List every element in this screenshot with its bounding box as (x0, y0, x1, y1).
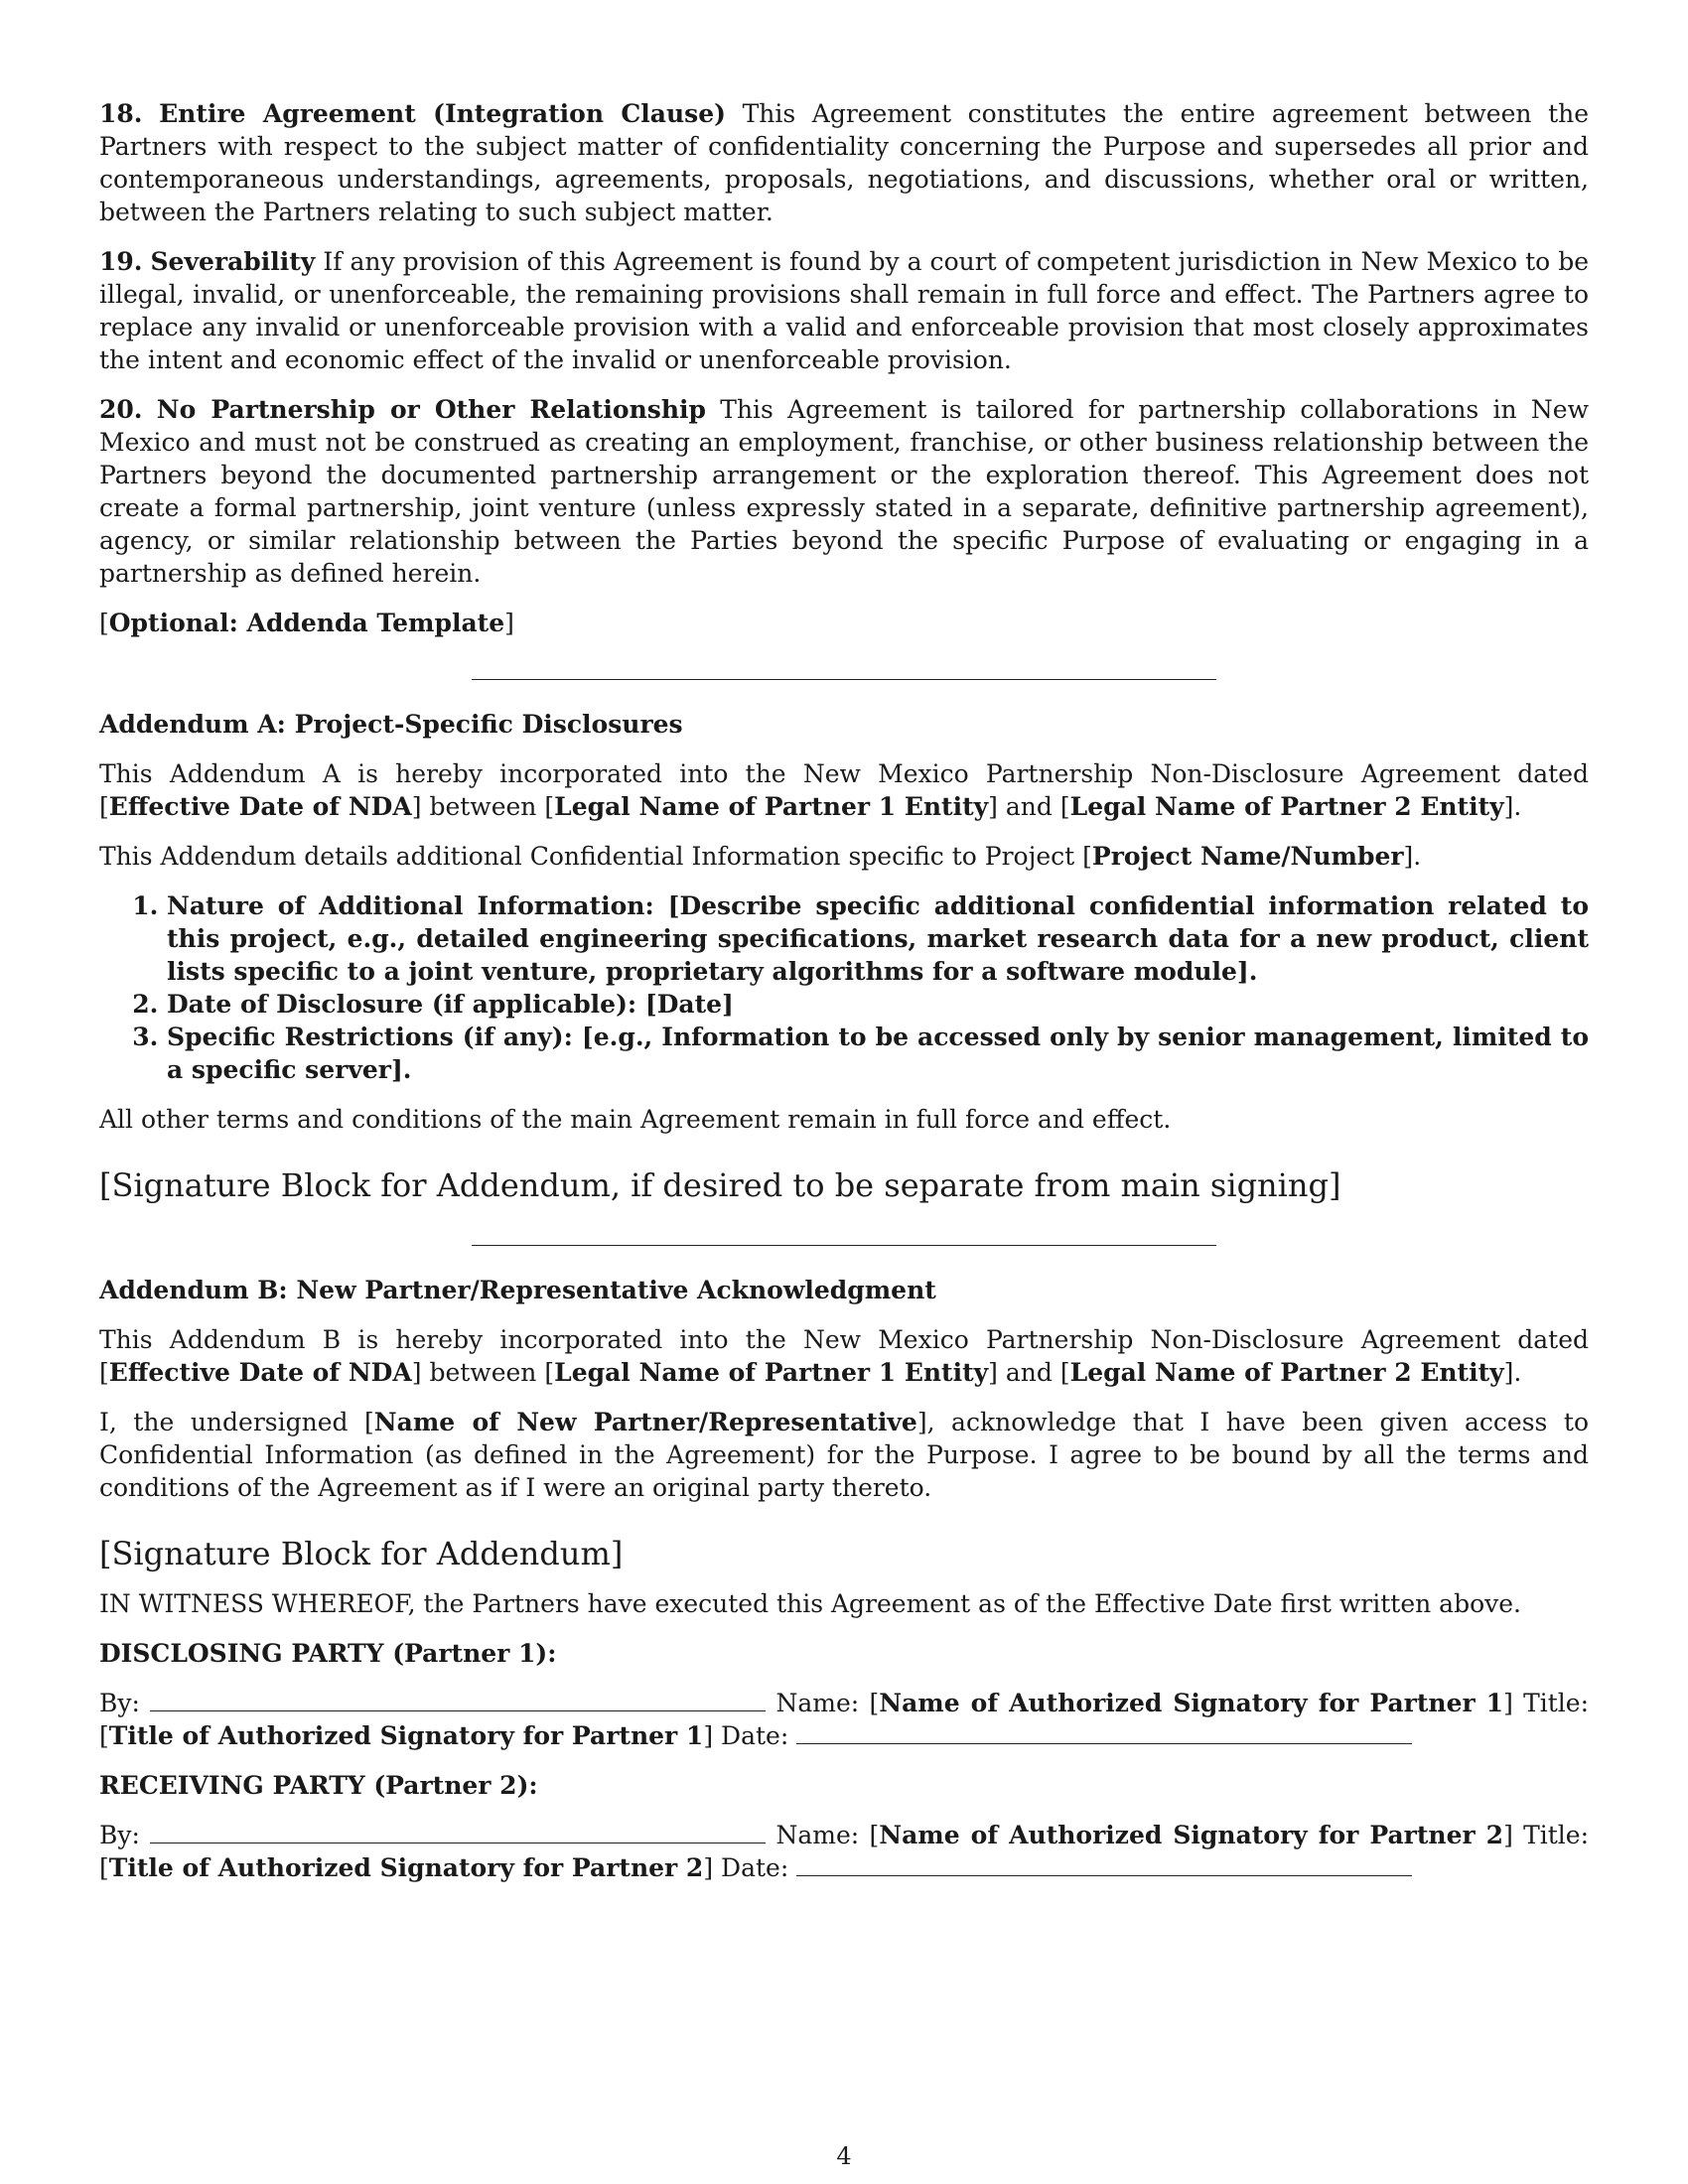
section-19 (99, 245, 1589, 376)
date-line[interactable] (796, 1853, 1412, 1876)
section-title: No Partnership or Other Relationship (156, 395, 706, 424)
section-20 (99, 393, 1589, 590)
signatory-name-placeholder: Name of Authorized Signatory for Partner 1 (879, 1689, 1504, 1717)
addendum-a-intro: This Addendum A is hereby incorporated into the New Mexico Partnership Non-Disclosure Agreement dated [Effective Date of NDA] between [Legal Name of Partner 1 Entity] and [Legal Name of Partner 2 Entity]. (99, 759, 1589, 821)
date-label: Date: (721, 1721, 789, 1750)
name-label: Name: (775, 1821, 860, 1849)
new-partner-placeholder: Name of New Partner/Representative (373, 1408, 917, 1436)
and-text: and (997, 1358, 1060, 1387)
item-value: [Date] (644, 990, 734, 1019)
title-label: Title: (1523, 1689, 1590, 1717)
partner1-placeholder: Legal Name of Partner 1 Entity (554, 792, 989, 821)
addendum-b-intro: This Addendum B is hereby incorporated into the New Mexico Partnership Non-Disclosure Agreement dated [Effective Date of NDA] between [Legal Name of Partner 1 Entity] and [Legal Name of Partner 2 Entity]. (99, 1325, 1589, 1387)
horizontal-rule (472, 679, 1216, 680)
disclosing-party-heading: DISCLOSING PARTY (Partner 1): (99, 1639, 557, 1668)
section-number: 19. (99, 247, 143, 276)
title-label: Title: (1523, 1821, 1590, 1849)
list-item (167, 889, 1589, 988)
ack-prefix: I, the undersigned (99, 1408, 365, 1436)
between-text: between (421, 1358, 545, 1387)
item-label: Nature of Additional Information: (167, 891, 654, 920)
signature-block-heading: [Signature Block for Addendum, if desired to be separate from main signing] (99, 1166, 1341, 1204)
signatory-title-placeholder: Title of Authorized Signatory for Partner 1 (108, 1721, 704, 1750)
addendum-a-details: This Addendum details additional Confidential Information specific to Project [Project Name/Number]. (99, 842, 1422, 871)
partner2-placeholder: Legal Name of Partner 2 Entity (1069, 792, 1504, 821)
signature-block-heading: [Signature Block for Addendum] (99, 1535, 624, 1572)
signatory-title-placeholder: Title of Authorized Signatory for Partner 2 (108, 1853, 704, 1882)
date-line[interactable] (796, 1721, 1412, 1744)
disclosing-party-signature: By: Name: [Name of Authorized Signatory for Partner 1] Title: [Title of Authorized Signatory for Partner 1] Date: (99, 1689, 1590, 1750)
and-text: and (997, 792, 1060, 821)
section-body: If any provision of this Agreement is found by a court of competent jurisdiction in New Mexico to be illegal, invalid, or unenforceable, the remaining provisions shall remain in full force and effect. The Partners agree to replace any invalid or unenforceable provision with a valid and enforceable provision that most closely approximates the intent and economic effect of the invalid or unenforceable provision. (99, 247, 1589, 374)
section-title: Severability (150, 247, 316, 276)
horizontal-rule (472, 1245, 1216, 1246)
section-18 (99, 97, 1589, 228)
signature-line[interactable] (150, 1689, 766, 1711)
effective-date-placeholder: Effective Date of NDA (108, 1358, 412, 1387)
list-item (167, 1021, 1589, 1086)
optional-label-text: Optional: Addenda Template (108, 609, 505, 637)
addendum-a-list (99, 889, 1589, 1086)
item-value: [Describe specific additional confidential information related to this project, e.g., detailed engineering specifications, market research data for a new product, client lists specific to a joint venture, proprietary algorithms for a software module]. (167, 891, 1589, 986)
section-title: Entire Agreement (Integration Clause) (159, 99, 726, 128)
item-value: [e.g., Information to be accessed only by senior management, limited to a specific server]. (167, 1023, 1589, 1084)
name-label: Name: (775, 1689, 860, 1717)
date-label: Date: (721, 1853, 789, 1882)
partner1-placeholder: Legal Name of Partner 1 Entity (554, 1358, 989, 1387)
addendum-a-closing: All other terms and conditions of the main Agreement remain in full force and effect. (99, 1105, 1172, 1134)
signature-line[interactable] (150, 1821, 766, 1843)
addendum-a-title: Addendum A: Project-Specific Disclosures (99, 710, 683, 739)
project-placeholder: Project Name/Number (1091, 842, 1404, 871)
list-item (167, 988, 1589, 1021)
by-label: By: (99, 1689, 140, 1717)
item-label: Date of Disclosure (if applicable): (167, 990, 637, 1019)
signatory-name-placeholder: Name of Authorized Signatory for Partner 2 (879, 1821, 1504, 1849)
section-body: This Agreement constitutes the entire agreement between the Partners with respect to the subject matter of confidentiality concerning the Purpose and supersedes all prior and contemporaneous understandings, agreements, proposals, negotiations, and discussions, whether oral or written, between the Partners relating to such subject matter. (99, 99, 1590, 226)
by-label: By: (99, 1821, 140, 1849)
witness-statement: IN WITNESS WHEREOF, the Partners have executed this Agreement as of the Effective Date first written above. (99, 1589, 1521, 1618)
section-number: 20. (99, 395, 143, 424)
intro-text: This Addendum B is hereby incorporated into the New Mexico Partnership Non-Disclosure Agreement dated (99, 1325, 1589, 1354)
addendum-b-title: Addendum B: New Partner/Representative Acknowledgment (99, 1276, 936, 1304)
section-body: This Agreement is tailored for partnership collaborations in New Mexico and must not be construed as creating an employment, franchise, or other business relationship between the Partners beyond the documented partnership arrangement or the exploration thereof. This Agreement does not create a formal partnership, joint venture (unless expressly stated in a separate, definitive partnership agreement), agency, or similar relationship between the Parties beyond the specific Purpose of evaluating or engaging in a partnership as defined herein. (99, 395, 1589, 588)
details-text: This Addendum details additional Confidential Information specific to Project (99, 842, 1083, 871)
partner2-placeholder: Legal Name of Partner 2 Entity (1069, 1358, 1504, 1387)
receiving-party-signature: By: Name: [Name of Authorized Signatory for Partner 2] Title: [Title of Authorized Signatory for Partner 2] Date: (99, 1821, 1590, 1882)
ack-body: , acknowledge that I have been given access to Confidential Information (as defined in the Agreement) for the Purpose. I agree to be bound by all the terms and conditions of the Agreement as if I were an original party thereto. (99, 1408, 1589, 1502)
receiving-party-heading: RECEIVING PARTY (Partner 2): (99, 1771, 538, 1800)
page-number: 4 (836, 2142, 852, 2170)
addendum-b-acknowledgment: I, the undersigned [Name of New Partner/Representative], acknowledge that I have been given access to Confidential Information (as defined in the Agreement) for the Purpose. I agree to be bound by all the terms and conditions of the Agreement as if I were an original party thereto. (99, 1408, 1589, 1502)
intro-text: This Addendum A is hereby incorporated into the New Mexico Partnership Non-Disclosure Agreement dated (99, 759, 1589, 788)
item-label: Specific Restrictions (if any): (167, 1023, 573, 1051)
document-page (99, 97, 1589, 1901)
effective-date-placeholder: Effective Date of NDA (108, 792, 412, 821)
section-number: 18. (99, 99, 143, 128)
between-text: between (421, 792, 545, 821)
optional-addenda-label: [Optional: Addenda Template] (99, 609, 514, 637)
